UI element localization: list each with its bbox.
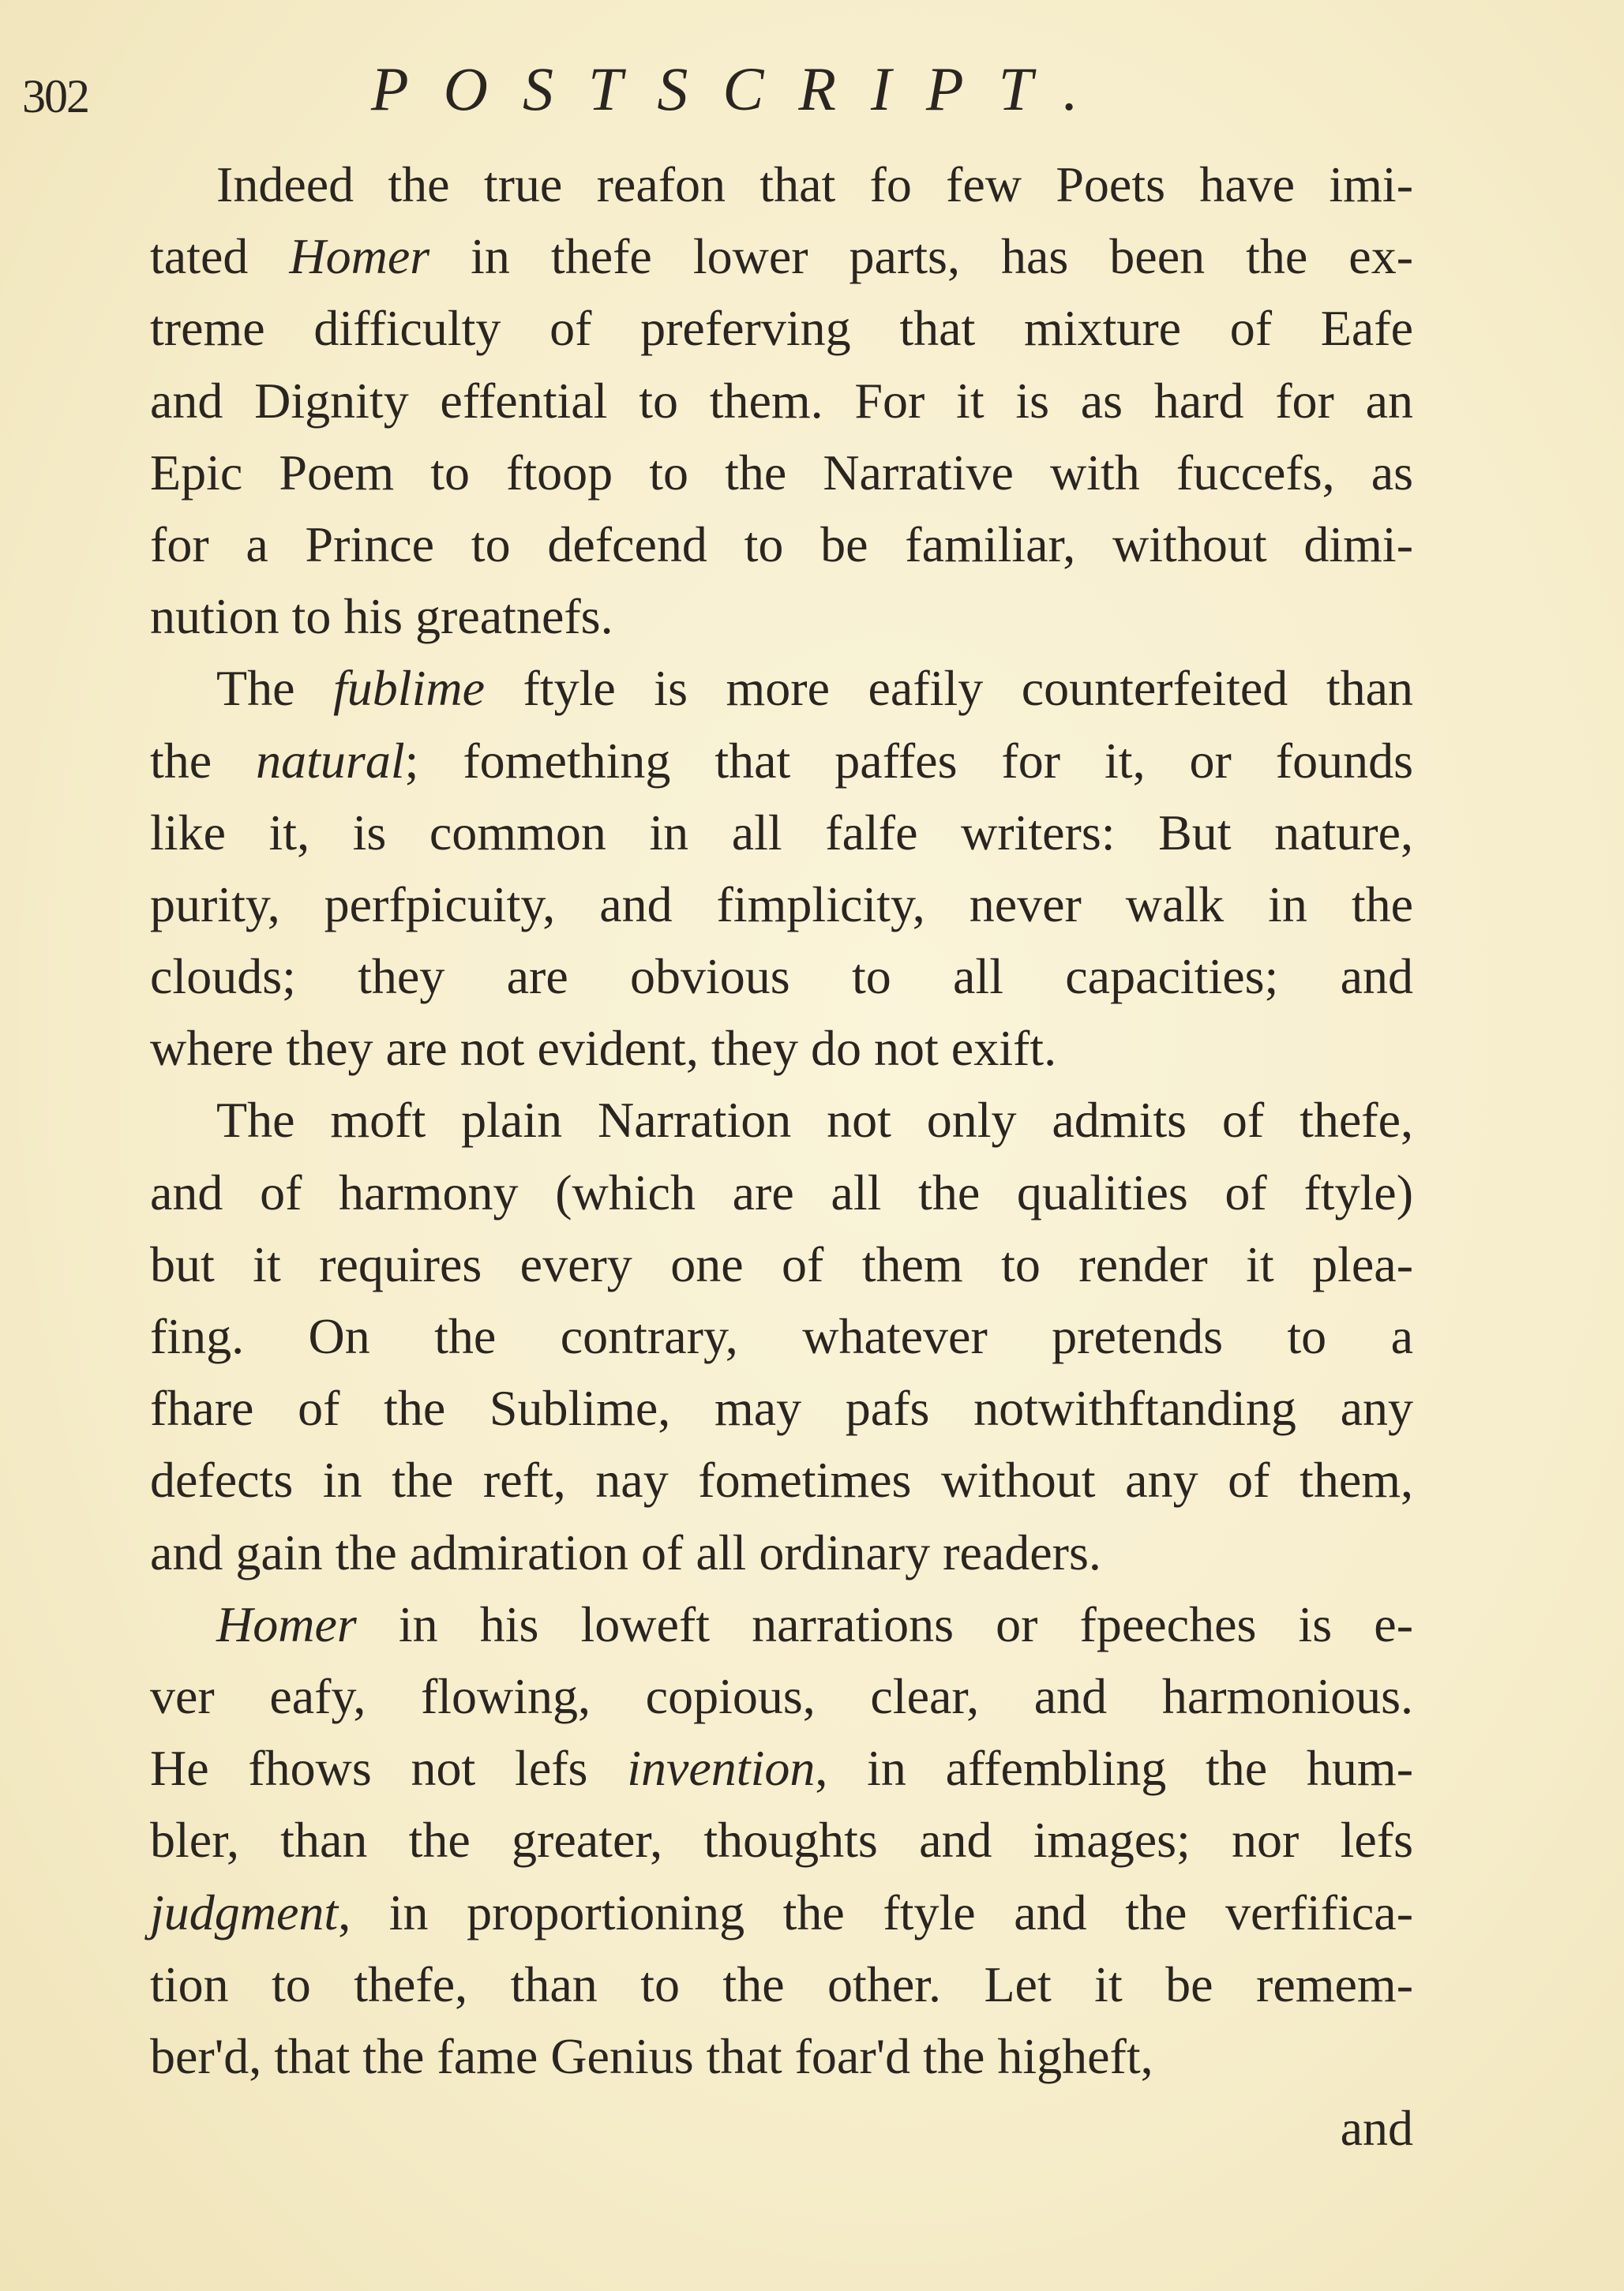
text-run: and of harmony (which are all the qualities of ftyle) (150, 1164, 1413, 1220)
text-run: Indeed the true reafon that fo few Poets have imi- (216, 156, 1413, 212)
text-run: tated (150, 228, 290, 285)
text-run: The (216, 660, 334, 717)
text-line (150, 868, 1413, 940)
text-run: , in affembling the hum- (815, 1740, 1413, 1797)
text-line (150, 725, 1413, 797)
text-run: in thefe lower parts, has been the ex- (429, 228, 1414, 285)
body-text (150, 148, 1413, 2164)
text-line (150, 1228, 1413, 1300)
text-line (150, 1517, 1413, 1588)
italic-text: Homer (216, 1595, 357, 1652)
text-run: where they are not evident, they do not exift. (150, 1020, 1057, 1077)
text-line (150, 652, 1413, 724)
text-line (150, 1804, 1413, 1876)
text-run: ver eafy, flowing, copious, clear, and harmonious. (150, 1667, 1413, 1724)
text-run: nution to his greatnefs. (150, 588, 613, 645)
text-run: like it, is common in all falfe writers: But nature, (150, 804, 1413, 861)
text-run: the (150, 732, 257, 789)
text-run: ber'd, that the fame Genius that foar'd the higheft, (150, 2027, 1153, 2084)
text-line (150, 1877, 1413, 1948)
text-run: but it requires every one of them to render it plea- (150, 1235, 1413, 1292)
text-line (150, 1948, 1413, 2020)
text-run: defects in the reft, nay fometimes without any of them, (150, 1452, 1413, 1509)
text-line (150, 1444, 1413, 1516)
text-run: , in proportioning the ftyle and the verfifica- (338, 1884, 1413, 1940)
text-line (150, 797, 1413, 868)
text-run: fing. On the contrary, whatever pretends to a (150, 1308, 1413, 1364)
text-run: and gain the admiration of all ordinary readers. (150, 1524, 1101, 1580)
italic-text: Homer (289, 228, 430, 285)
text-line (150, 580, 1413, 652)
text-run: purity, perfpicuity, and fimplicity, never walk in the (150, 876, 1413, 932)
text-run: The moft plain Narration not only admits of thefe, (216, 1092, 1413, 1149)
text-line (150, 292, 1413, 364)
text-run: clouds; they are obvious to all capacities; and (150, 948, 1413, 1005)
text-run: ftyle is more eafily counterfeited than (484, 660, 1414, 717)
text-line (150, 2020, 1413, 2092)
running-head: POSTSCRIPT. (371, 54, 1113, 123)
text-run: tion to thefe, than to the other. Let it be remem- (150, 1955, 1413, 2012)
text-line (150, 1732, 1413, 1804)
text-line (150, 220, 1413, 292)
text-line (150, 1660, 1413, 1732)
italic-text: invention (627, 1740, 816, 1797)
italic-text: natural (256, 732, 405, 789)
text-line (150, 1084, 1413, 1156)
italic-text: fublime (333, 660, 485, 717)
text-line (150, 940, 1413, 1012)
text-line (150, 148, 1413, 220)
catchword: and (1340, 2100, 1413, 2157)
text-line (150, 1372, 1413, 1444)
text-run: in his loweft narrations or fpeeches is e- (356, 1595, 1413, 1652)
text-line (150, 1300, 1413, 1372)
italic-text: judgment (150, 1884, 339, 1940)
text-line (150, 1157, 1413, 1228)
text-run: fhare of the Sublime, may pafs notwithftanding any (150, 1380, 1413, 1437)
text-run: for a Prince to defcend to be familiar, without dimi- (150, 516, 1413, 572)
text-line (150, 1012, 1413, 1084)
text-run: ; fomething that paffes for it, or founds (404, 732, 1413, 789)
text-run: He fhows not lefs (150, 1740, 628, 1797)
text-run: bler, than the greater, thoughts and images; nor lefs (150, 1812, 1413, 1869)
text-line (150, 437, 1413, 508)
text-run: and Dignity effential to them. For it is as hard for an (150, 372, 1413, 429)
text-run: treme difficulty of preferving that mixture of Eafe (150, 300, 1413, 357)
text-run: Epic Poem to ftoop to the Narrative with fuccefs, as (150, 444, 1413, 501)
text-line (150, 365, 1413, 437)
text-line (150, 508, 1413, 580)
page-number: 302 (22, 70, 88, 122)
text-line (150, 1588, 1413, 1660)
